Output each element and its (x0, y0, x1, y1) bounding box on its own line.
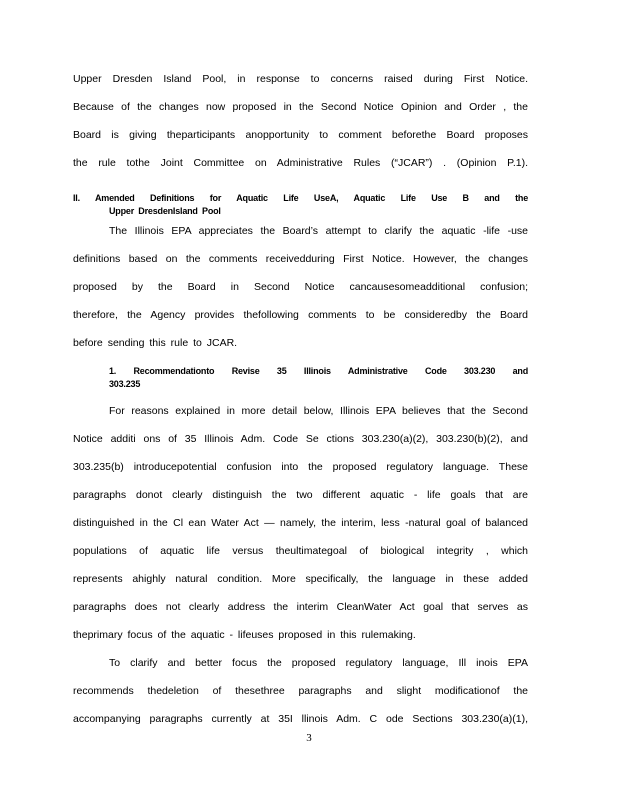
body-line: theprimary focus of the aquatic - lifeuses proposed in this rulemaking. (73, 629, 416, 641)
body-line: recommends thedeletion of thesethree paragraphs and slight modificationof the (73, 685, 528, 697)
body-line: Board is giving theparticipants anopportunity to comment beforethe Board proposes (73, 129, 528, 141)
body-line: populations of aquatic life versus theultimategoal of biological integrity , which (73, 545, 528, 557)
body-line: definitions based on the comments receivedduring First Notice. However, the changes (73, 253, 528, 265)
body-line: Because of the changes now proposed in the Second Notice Opinion and Order , the (73, 101, 528, 113)
body-line: therefore, the Agency provides thefollowing comments to be consideredby the Board (73, 309, 528, 321)
body-line: the rule tothe Joint Committee on Administrative Rules (“JCAR”) . (Opinion P.1). (73, 157, 528, 169)
body-line: paragraphs does not clearly address the interim CleanWater Act goal that serves as (73, 601, 528, 613)
body-line: Notice additi ons of 35 Illinois Adm. Code Se ctions 303.230(a)(2), 303.230(b)(2), and (73, 433, 528, 445)
section-heading: II. Amended Definitions for Aquatic Life UseA, Aquatic Life Use B and the (73, 193, 528, 203)
body-line: accompanying paragraphs currently at 35I llinois Adm. C ode Sections 303.230(a)(1), (73, 713, 528, 725)
body-line: before sending this rule to JCAR. (73, 337, 238, 349)
body-line: For reasons explained in more detail below, Illinois EPA believes that the Second (109, 405, 528, 417)
body-line: Upper Dresden Island Pool, in response to concerns raised during First Notice. (73, 73, 528, 85)
section-heading-cont: Upper DresdenIsland Pool (109, 206, 221, 216)
page-number: 3 (306, 732, 312, 744)
body-line: proposed by the Board in Second Notice cancausesomeadditional confusion; (73, 281, 528, 293)
subsection-heading-cont: 303.235 (109, 379, 141, 389)
subsection-heading: 1. Recommendationto Revise 35 Illinois Administrative Code 303.230 and (109, 366, 528, 376)
body-line: distinguished in the Cl ean Water Act — namely, the interim, less -natural goal of balanced (73, 517, 528, 529)
body-line: The Illinois EPA appreciates the Board’s attempt to clarify the aquatic -life -use (109, 225, 528, 237)
body-line: paragraphs donot clearly distinguish the two different aquatic - life goals that are (73, 489, 528, 501)
body-line: represents ahighly natural condition. More specifically, the language in these added (73, 573, 528, 585)
body-line: To clarify and better focus the proposed regulatory language, Ill inois EPA (109, 657, 528, 669)
body-line: 303.235(b) introducepotential confusion into the proposed regulatory language. These (73, 461, 528, 473)
